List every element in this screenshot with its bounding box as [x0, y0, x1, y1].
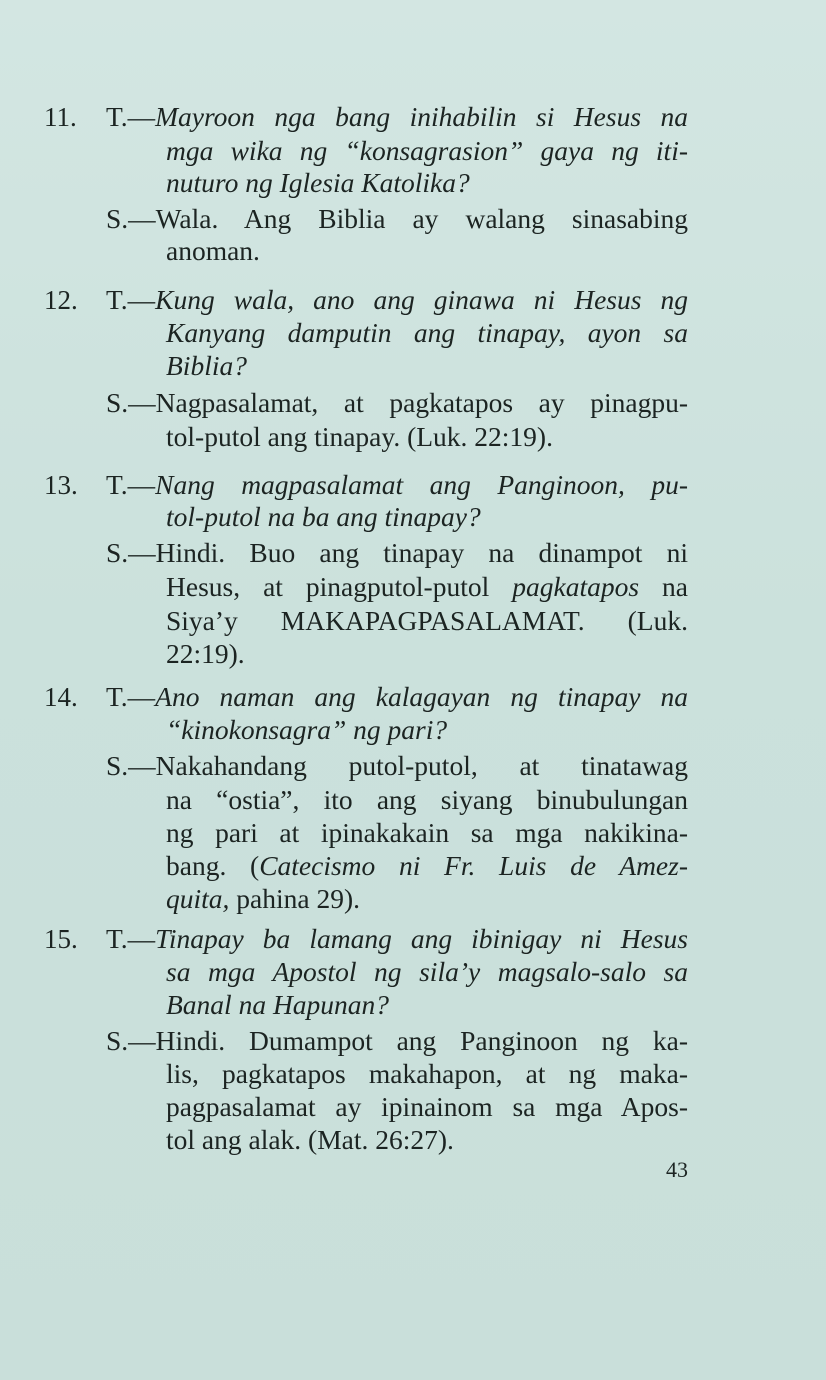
answer-line: bang. (Catecismo ni Fr. Luis de Amez- — [166, 850, 688, 881]
answer-line: S.—Nagpasalamat, at pagkatapos ay pinagpu- — [106, 387, 688, 418]
item-number: 15. — [44, 924, 78, 954]
question-line: Kanyang damputin ang tinapay, ayon sa — [166, 317, 688, 348]
answer-line: Siya’y MAKAPAGPASALAMAT. (Luk. — [166, 605, 688, 636]
item-number: 11. — [44, 102, 77, 132]
answer-line: lis, pagkatapos makahapon, at ng maka- — [166, 1058, 688, 1089]
item-number: 12. — [44, 285, 78, 315]
question-line: T.—Tinapay ba lamang ang ibinigay ni Hesus — [106, 923, 688, 954]
answer-line: Hesus, at pinagputol-putol pagkatapos na — [166, 571, 688, 602]
question-line: T.—Nang magpasalamat ang Panginoon, pu- — [106, 469, 688, 500]
answer-line: tol ang alak. (Mat. 26:27). — [166, 1124, 454, 1155]
answer-line: S.—Nakahandang putol-putol, at tinatawag — [106, 750, 688, 781]
answer-line: na “ostia”, ito ang siyang binubulungan — [166, 784, 688, 815]
page-number: 43 — [666, 1157, 688, 1182]
answer-line: S.—Hindi. Dumampot ang Panginoon ng ka- — [106, 1025, 688, 1056]
question-line: Biblia? — [166, 350, 247, 381]
answer-line: S.—Wala. Ang Biblia ay walang sinasabing — [106, 203, 688, 234]
question-line: mga wika ng “konsagrasion” gaya ng iti- — [166, 135, 688, 166]
question-line: tol-putol na ba ang tinapay? — [166, 501, 481, 532]
answer-line: S.—Hindi. Buo ang tinapay na dinampot ni — [106, 537, 688, 568]
item-number: 13. — [44, 470, 78, 500]
question-line: T.—Mayroon nga bang inihabilin si Hesus na — [106, 101, 688, 132]
question-line: T.—Kung wala, ano ang ginawa ni Hesus ng — [106, 284, 688, 315]
question-line: nuturo ng Iglesia Katolika? — [166, 167, 470, 198]
question-line: Banal na Hapunan? — [166, 989, 390, 1020]
answer-line: ng pari at ipinakakain sa mga nakikina- — [166, 817, 688, 848]
answer-line: pagpasalamat ay ipinainom sa mga Apos- — [166, 1091, 688, 1122]
item-number: 14. — [44, 682, 78, 712]
answer-line: tol-putol ang tinapay. (Luk. 22:19). — [166, 421, 553, 452]
answer-line: anoman. — [166, 235, 260, 266]
question-line: “kinokonsagra” ng pari? — [166, 714, 448, 745]
answer-line: quita, pahina 29). — [166, 883, 360, 914]
question-line: T.—Ano naman ang kalagayan ng tinapay na — [106, 681, 688, 712]
answer-line: 22:19). — [166, 638, 245, 669]
question-line: sa mga Apostol ng sila’y magsalo-salo sa — [166, 956, 688, 987]
